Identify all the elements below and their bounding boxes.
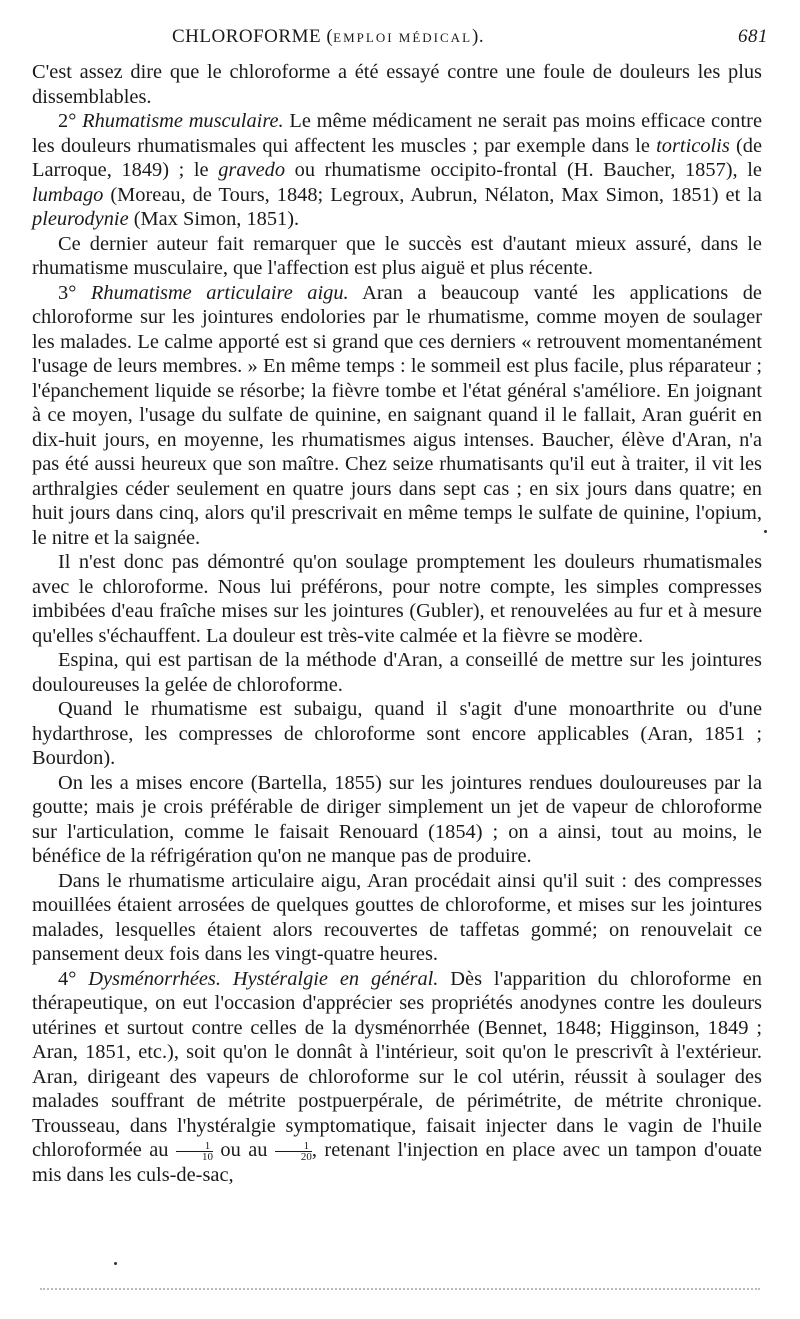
section-number: 3° bbox=[58, 281, 91, 304]
text-run: Le même médicament ne serait pas moins efficace contre les douleurs rhumatismales qui affectent les muscles ; par exemple dans le bbox=[32, 110, 762, 157]
italic-term: torticolis bbox=[656, 134, 730, 157]
text-run: (Max Simon, 1851). bbox=[128, 208, 300, 230]
paragraph-2 bbox=[32, 109, 762, 232]
title-main: CHLOROFORME ( bbox=[172, 26, 334, 47]
stray-mark bbox=[114, 1262, 117, 1265]
running-header bbox=[0, 26, 800, 54]
page-number: 681 bbox=[738, 26, 768, 47]
paragraph-6: Espina, qui est partisan de la méthode d'Aran, a conseillé de mettre sur les jointures douloureuses la gelée de chloroforme. bbox=[32, 649, 762, 696]
italic-term: pleurodynie bbox=[32, 208, 129, 230]
stray-mark bbox=[764, 530, 767, 533]
paragraph-1: C'est assez dire que le chloroforme a été essayé contre une foule de douleurs les plus dissemblables. bbox=[32, 61, 762, 108]
fraction-numerator: 1 bbox=[275, 1141, 312, 1152]
running-title bbox=[172, 26, 484, 48]
fraction-numerator: 1 bbox=[176, 1141, 213, 1152]
title-small-caps: EMPLOI MÉDICAL bbox=[333, 30, 473, 45]
section-heading: Rhumatisme musculaire. bbox=[82, 110, 284, 132]
paragraph-3: Ce dernier auteur fait remarquer que le succès est d'autant mieux assuré, dans le rhumatisme musculaire, que l'affection est plus aiguë et plus récente. bbox=[32, 232, 762, 279]
fraction-denominator: 10 bbox=[201, 1150, 213, 1163]
fraction-one-twentieth bbox=[275, 1141, 312, 1162]
paragraph-8: On les a mises encore (Bartella, 1855) sur les jointures rendues douloureuses par la goutte; mais je crois préférable de diriger simplement un jet de vapeur de chloroforme sur l'articulation, comme le faisait Renouard (1854) ; on a ainsi, tout au moins, le bénéfice de la réfrigération qu'on ne manque pas de produire. bbox=[32, 771, 762, 867]
paragraph-5: Il n'est donc pas démontré qu'on soulage promptement les douleurs rhumatismales avec le chloroforme. Nous lui préférons, pour notre compte, les simples compresses imbibées d'eau fraîche mises sur les jointures (Gubler), et renouvelées au fur et à mesure qu'elles s'échauffent. La douleur est très-vite calmée et la fièvre se modère. bbox=[32, 551, 762, 647]
section-number: 4° bbox=[58, 967, 89, 990]
section-heading: Dysménorrhées. Hystéralgie en général. bbox=[88, 967, 439, 990]
paragraph-10 bbox=[32, 967, 762, 1188]
paragraph-4 bbox=[32, 281, 762, 551]
text-run: Dès l'apparition du chloroforme en thérapeutique, on eut l'occasion d'apprécier ses propriétés anodynes contre les douleurs utérines et surtout contre celles de la dysménorrhée (Bennet, 1848; Higginson, 1849 ; Aran, 1851, etc.), soit qu'on le donnât à l'intérieur, soit qu'on le prescrivît à l'extérieur. Aran, dirigeant des vapeurs de chloroforme sur le col utérin, réussit à soulager des malades souffrant de métrite postpuerpérale, de périmétrite, de métrite chronique. Trousseau, dans l'hystéralgie symptomatique, faisait injecter dans le vagin de l'huile chloroformée au bbox=[32, 967, 763, 1161]
text-run: , retenant l'injection en place avec un tampon d'ouate mis dans les culs-de-sac, bbox=[32, 1139, 762, 1186]
paragraph-7: Quand le rhumatisme est subaigu, quand il s'agit d'une monoarthrite ou d'une hydarthrose, les compresses de chloroforme sont encore applicables (Aran, 1851 ; Bourdon). bbox=[32, 698, 762, 769]
section-number: 2° bbox=[58, 110, 83, 132]
scan-artifact-dots bbox=[40, 1288, 760, 1294]
text-run: (Moreau, de Tours, 1848; Legroux, Aubrun, Nélaton, Max Simon, 1851) et la bbox=[103, 183, 762, 206]
italic-term: gravedo bbox=[218, 159, 286, 181]
title-end: ). bbox=[472, 26, 485, 47]
body-text bbox=[32, 60, 762, 1187]
fraction-one-tenth bbox=[176, 1141, 213, 1162]
italic-term: lumbago bbox=[32, 183, 104, 206]
paragraph-9: Dans le rhumatisme articulaire aigu, Aran procédait ainsi qu'il suit : des compresses mouillées étaient arrosées de quelques gouttes de chloroforme, et mises sur les jointures malades, lesquelles étaient alors recouvertes de taffetas gommé; on renouvelait ce pansement deux fois dans les vingt-quatre heures. bbox=[32, 869, 762, 965]
text-run: ou rhumatisme occipito-frontal (H. Baucher, 1857), le bbox=[285, 159, 762, 181]
text-run: Aran a beaucoup vanté les applications de chloroforme sur les jointures endolories par le rhumatisme, comme moyen de soulager les malades. Le calme apporté est si grand que ces derniers « retrouvent momentanément l'usage de leurs membres. » En même temps : le sommeil est plus facile, plus réparateur ; l'épanchement liquide se résorbe; la fièvre tombe et l'état général s'améliore. En joignant à ce moyen, l'usage du sulfate de quinine, en saignant quand il le fallait, Aran guérit en dix-huit jours, en moyenne, les rhumatismes aigus intenses. Baucher, élève d'Aran, n'a pas été aussi heureux que son maître. Chez seize rhumatisants qu'il eut à traiter, il vit les arthralgies céder seulement en quatre jours dans sept cas ; en six jours dans quatre; en huit jours dans cinq, alors qu'il prescrivait en même temps le sulfate de quinine, l'opium, le nitre et la saignée. bbox=[32, 281, 762, 549]
text-run: ou au bbox=[212, 1139, 275, 1161]
section-heading: Rhumatisme articulaire aigu. bbox=[90, 281, 349, 304]
text-run: (de Larroque, 1849) ; le bbox=[32, 134, 762, 181]
fraction-denominator: 20 bbox=[300, 1150, 312, 1163]
